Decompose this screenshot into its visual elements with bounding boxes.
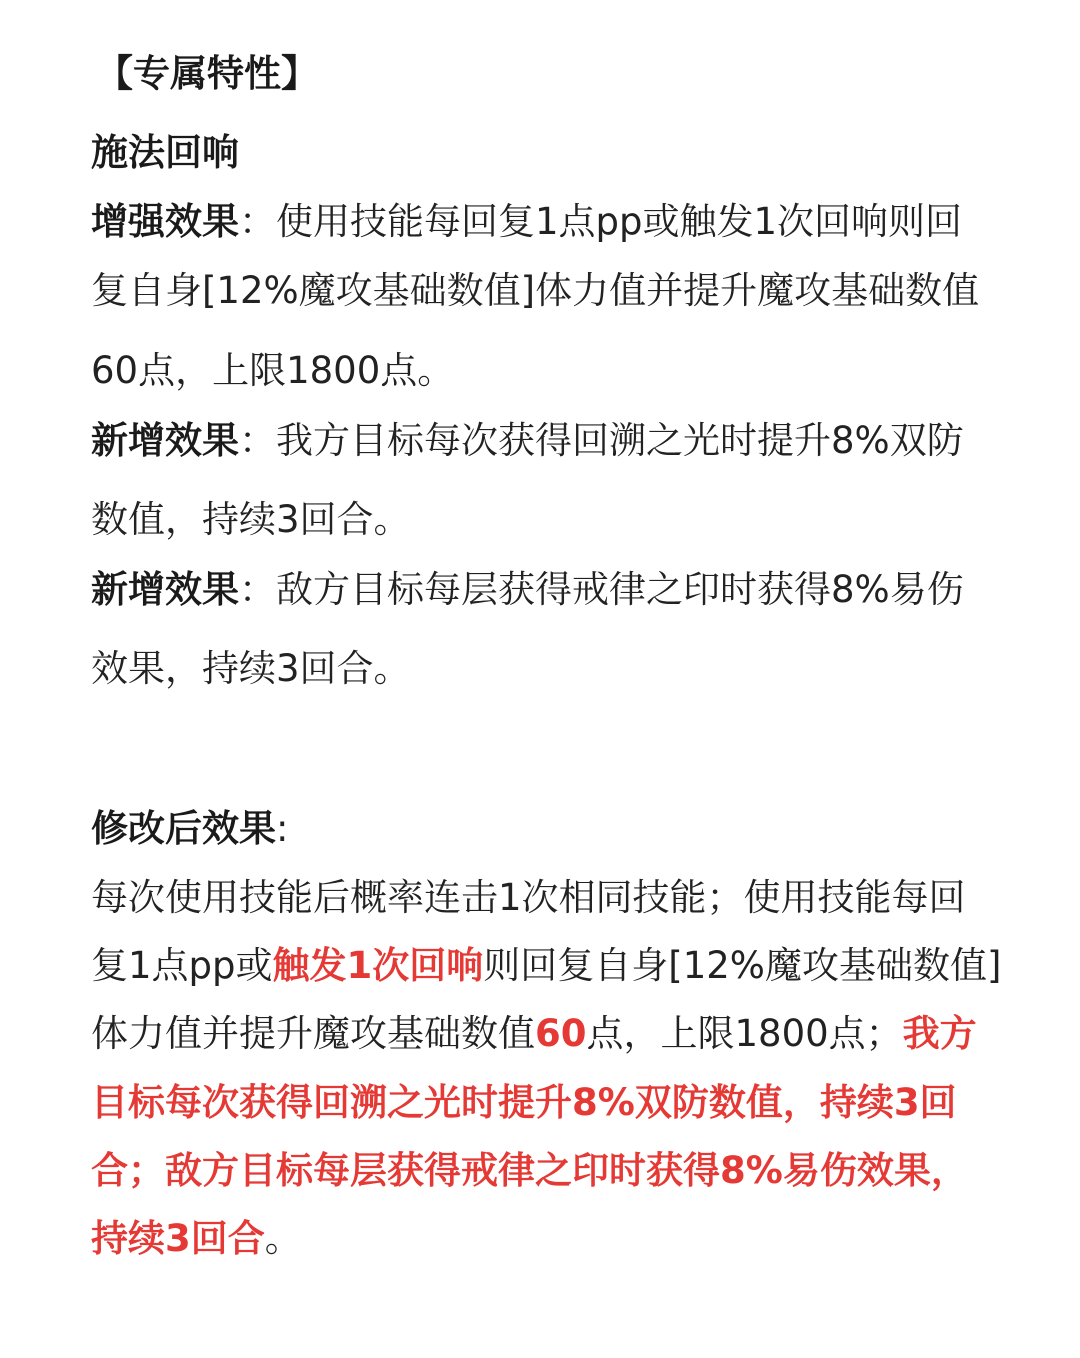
modified-effect-heading bbox=[91, 806, 288, 852]
new-effect-1-line-2: 数值，持续3回合。 bbox=[91, 498, 411, 541]
highlight-text: 持续3回合 bbox=[91, 1217, 265, 1260]
modified-effect-line-6 bbox=[91, 1216, 302, 1262]
enhanced-effect-text: 使用技能每回复1点pp或触发1次回响则回 bbox=[276, 200, 963, 243]
modified-text: 体力值并提升魔攻基础数值 bbox=[91, 1012, 535, 1055]
enhanced-effect-label: 增强效果 bbox=[91, 200, 239, 243]
modified-text: 。 bbox=[264, 1217, 302, 1260]
enhanced-effect-line-1 bbox=[91, 199, 962, 245]
highlight-text: 触发1次回响 bbox=[272, 944, 484, 987]
label-separator: : bbox=[276, 807, 289, 850]
highlight-text: 我方 bbox=[902, 1012, 977, 1055]
modified-text: 点，上限1800点； bbox=[586, 1012, 903, 1055]
modified-effect-line-2 bbox=[91, 943, 1001, 989]
modified-effect-line-4: 目标每次获得回溯之光时提升8%双防数值，持续3回 bbox=[91, 1081, 957, 1124]
highlight-text: 60 bbox=[535, 1012, 587, 1055]
modified-effect-label: 修改后效果 bbox=[91, 807, 276, 850]
modified-text: 复1点pp或 bbox=[91, 944, 273, 987]
enhanced-effect-line-2: 复自身[12%魔攻基础数值]体力值并提升魔攻基础数值 bbox=[91, 269, 980, 312]
new-effect-1-line-1 bbox=[91, 418, 964, 464]
modified-effect-line-1: 每次使用技能后概率连击1次相同技能；使用技能每回 bbox=[91, 876, 966, 919]
modified-text: 则回复自身[12%魔攻基础数值] bbox=[483, 944, 1002, 987]
label-separator: ： bbox=[239, 419, 276, 462]
new-effect-2-line-2: 效果，持续3回合。 bbox=[91, 647, 411, 690]
new-effect-2-text: 敌方目标每层获得戒律之印时获得8%易伤 bbox=[276, 568, 964, 611]
enhanced-effect-line-3: 60点，上限1800点。 bbox=[91, 349, 455, 392]
new-effect-2-line-1 bbox=[91, 567, 964, 613]
new-effect-1-text: 我方目标每次获得回溯之光时提升8%双防 bbox=[276, 419, 964, 462]
label-separator: ： bbox=[239, 568, 276, 611]
modified-effect-line-5: 合；敌方目标每层获得戒律之印时获得8%易伤效果， bbox=[91, 1149, 968, 1192]
new-effect-2-label: 新增效果 bbox=[91, 568, 239, 611]
feature-name: 施法回响 bbox=[91, 131, 239, 174]
section-title: 【专属特性】 bbox=[96, 52, 318, 95]
new-effect-1-label: 新增效果 bbox=[91, 419, 239, 462]
label-separator: ： bbox=[239, 200, 276, 243]
modified-effect-line-3 bbox=[91, 1011, 977, 1057]
